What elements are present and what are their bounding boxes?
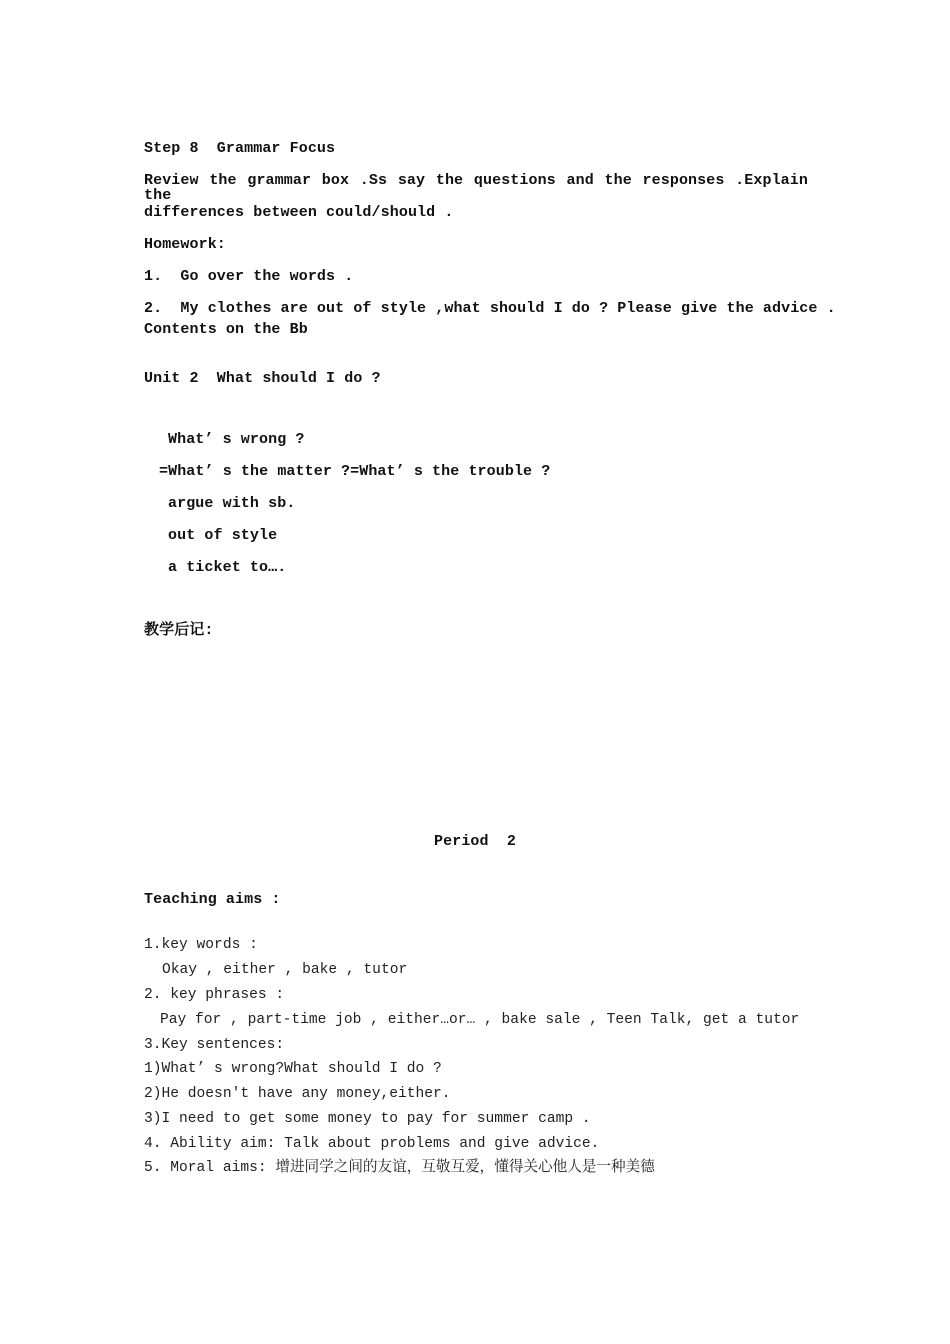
homework-item-2: 2. My clothes are out of style ,what should I do ? Please give the advice . [144, 300, 836, 317]
teaching-aims-heading: Teaching aims : [144, 891, 281, 908]
bb-item-whats-wrong: What’ s wrong ? [168, 431, 305, 448]
key-words-list: Okay , either , bake , tutor [162, 962, 408, 978]
contents-label: Contents on the Bb [144, 321, 308, 338]
bb-item-out-of-style: out of style [168, 527, 278, 544]
ability-aim: 4. Ability aim: Talk about problems and give advice. [144, 1136, 600, 1152]
review-line-2: differences between could/should . [144, 204, 454, 221]
sentence-2: 2)He doesn't have any money,either. [144, 1086, 451, 1102]
key-phrases-list: Pay for , part-time job , either…or… , bake sale , Teen Talk, get a tutor [160, 1012, 800, 1028]
homework-label: Homework: [144, 236, 226, 253]
teaching-notes-label: 教学后记: [144, 622, 214, 639]
bb-item-ticket: a ticket to…. [168, 559, 287, 576]
bb-item-whats-the-matter: =What’ s the matter ?=What’ s the trouble ? [159, 463, 551, 480]
bb-item-argue: argue with sb. [168, 495, 296, 512]
key-phrases-label: 2. key phrases : [144, 987, 285, 1003]
step-title: Step 8 Grammar Focus [144, 140, 336, 157]
period-title: Period 2 [434, 833, 516, 850]
moral-aims: 5. Moral aims: 增进同学之间的友谊，互敬互爱，懂得关心他人是一种美德 [144, 1160, 655, 1176]
key-sentences-label: 3.Key sentences: [144, 1037, 285, 1053]
key-words-label: 1.key words : [144, 937, 258, 953]
review-line-1: Review the grammar box .Ss say the questions and the responses .Explain the [144, 172, 808, 204]
sentence-3: 3)I need to get some money to pay for summer camp . [144, 1111, 591, 1127]
unit-title: Unit 2 What should I do ? [144, 370, 381, 387]
sentence-1: 1)What’ s wrong?What should I do ? [144, 1061, 442, 1077]
homework-item-1: 1. Go over the words . [144, 268, 354, 285]
